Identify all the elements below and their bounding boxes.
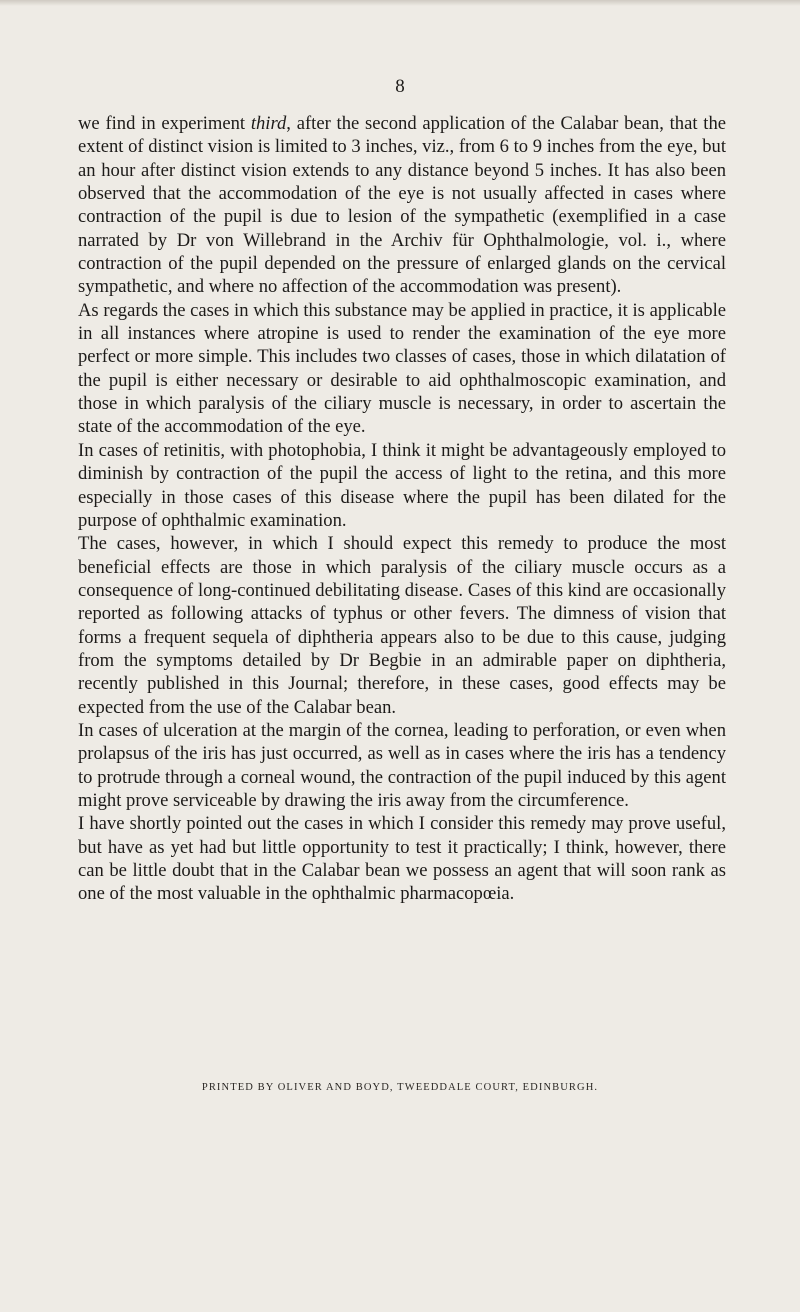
paragraph-2: As regards the cases in which this substance may be applied in practice, it is applicable in all instances where atropine is used to render the examination of the eye more perfect or more simple. This includes two classes of cases, those in which dilatation of the pupil is either necessary or desirable to aid ophthalmoscopic examination, and those in which paralysis of the ciliary muscle is necessary, in order to ascertain the state of the accommodation of the eye. (78, 299, 726, 438)
paragraph-1 (78, 112, 726, 299)
page-number: 8 (395, 76, 405, 97)
body-text (78, 112, 726, 906)
paragraph-3: In cases of retinitis, with photophobia, I think it might be advantageously employed to diminish by contraction of the pupil the access of light to the retina, and this more especially in those cases of this disease where the pupil has been dilated for the purpose of ophthalmic examination. (78, 439, 726, 531)
paragraph-1-lead: we find in experiment (78, 113, 251, 134)
page-top-edge (0, 0, 800, 6)
paragraph-5: In cases of ulceration at the margin of the cornea, leading to perforation, or even when prolapsus of the iris has just occurred, as well as in cases where the iris has a tendency to protrude through a corneal wound, the contraction of the pupil induced by this agent might prove serviceable by drawing the iris away from the circumference. (78, 719, 726, 811)
paragraph-1-rest: , after the second application of the Calabar bean, that the extent of distinct vision is limited to 3 inches, viz., from 6 to 9 inches from the eye, but an hour after distinct vision extends to any distance beyond 5 inches. It has also been observed that the accommodation of the eye is not usually affected in cases where contraction of the pupil is due to lesion of the sympathetic (exemplified in a case narrated by Dr von Willebrand in the Archiv für Ophthalmologie, vol. i., where contraction of the pupil depended on the pressure of enlarged glands on the cervical sympathetic, and where no affection of the accommodation was present). (78, 113, 727, 298)
printer-imprint: PRINTED BY OLIVER AND BOYD, TWEEDDALE COURT, EDINBURGH. (201, 1082, 599, 1093)
emphasis-third: third (250, 113, 287, 134)
paragraph-6: I have shortly pointed out the cases in which I consider this remedy may prove useful, but have as yet had but little opportunity to test it practically; I think, however, there can be little doubt that in the Calabar bean we possess an agent that will soon rank as one of the most valuable in the ophthalmic pharmacopœia. (78, 813, 726, 905)
paragraph-4: The cases, however, in which I should expect this remedy to produce the most beneficial effects are those in which paralysis of the ciliary muscle occurs as a consequence of long-continued debilitating disease. Cases of this kind are occasionally reported as following attacks of typhus or other fevers. The dimness of vision that forms a frequent sequela of diphtheria appears also to be due to this cause, judging from the symptoms detailed by Dr Begbie in an admirable paper on diphtheria, recently published in this Journal; therefore, in these cases, good effects may be expected from the use of the Calabar bean. (78, 533, 726, 718)
